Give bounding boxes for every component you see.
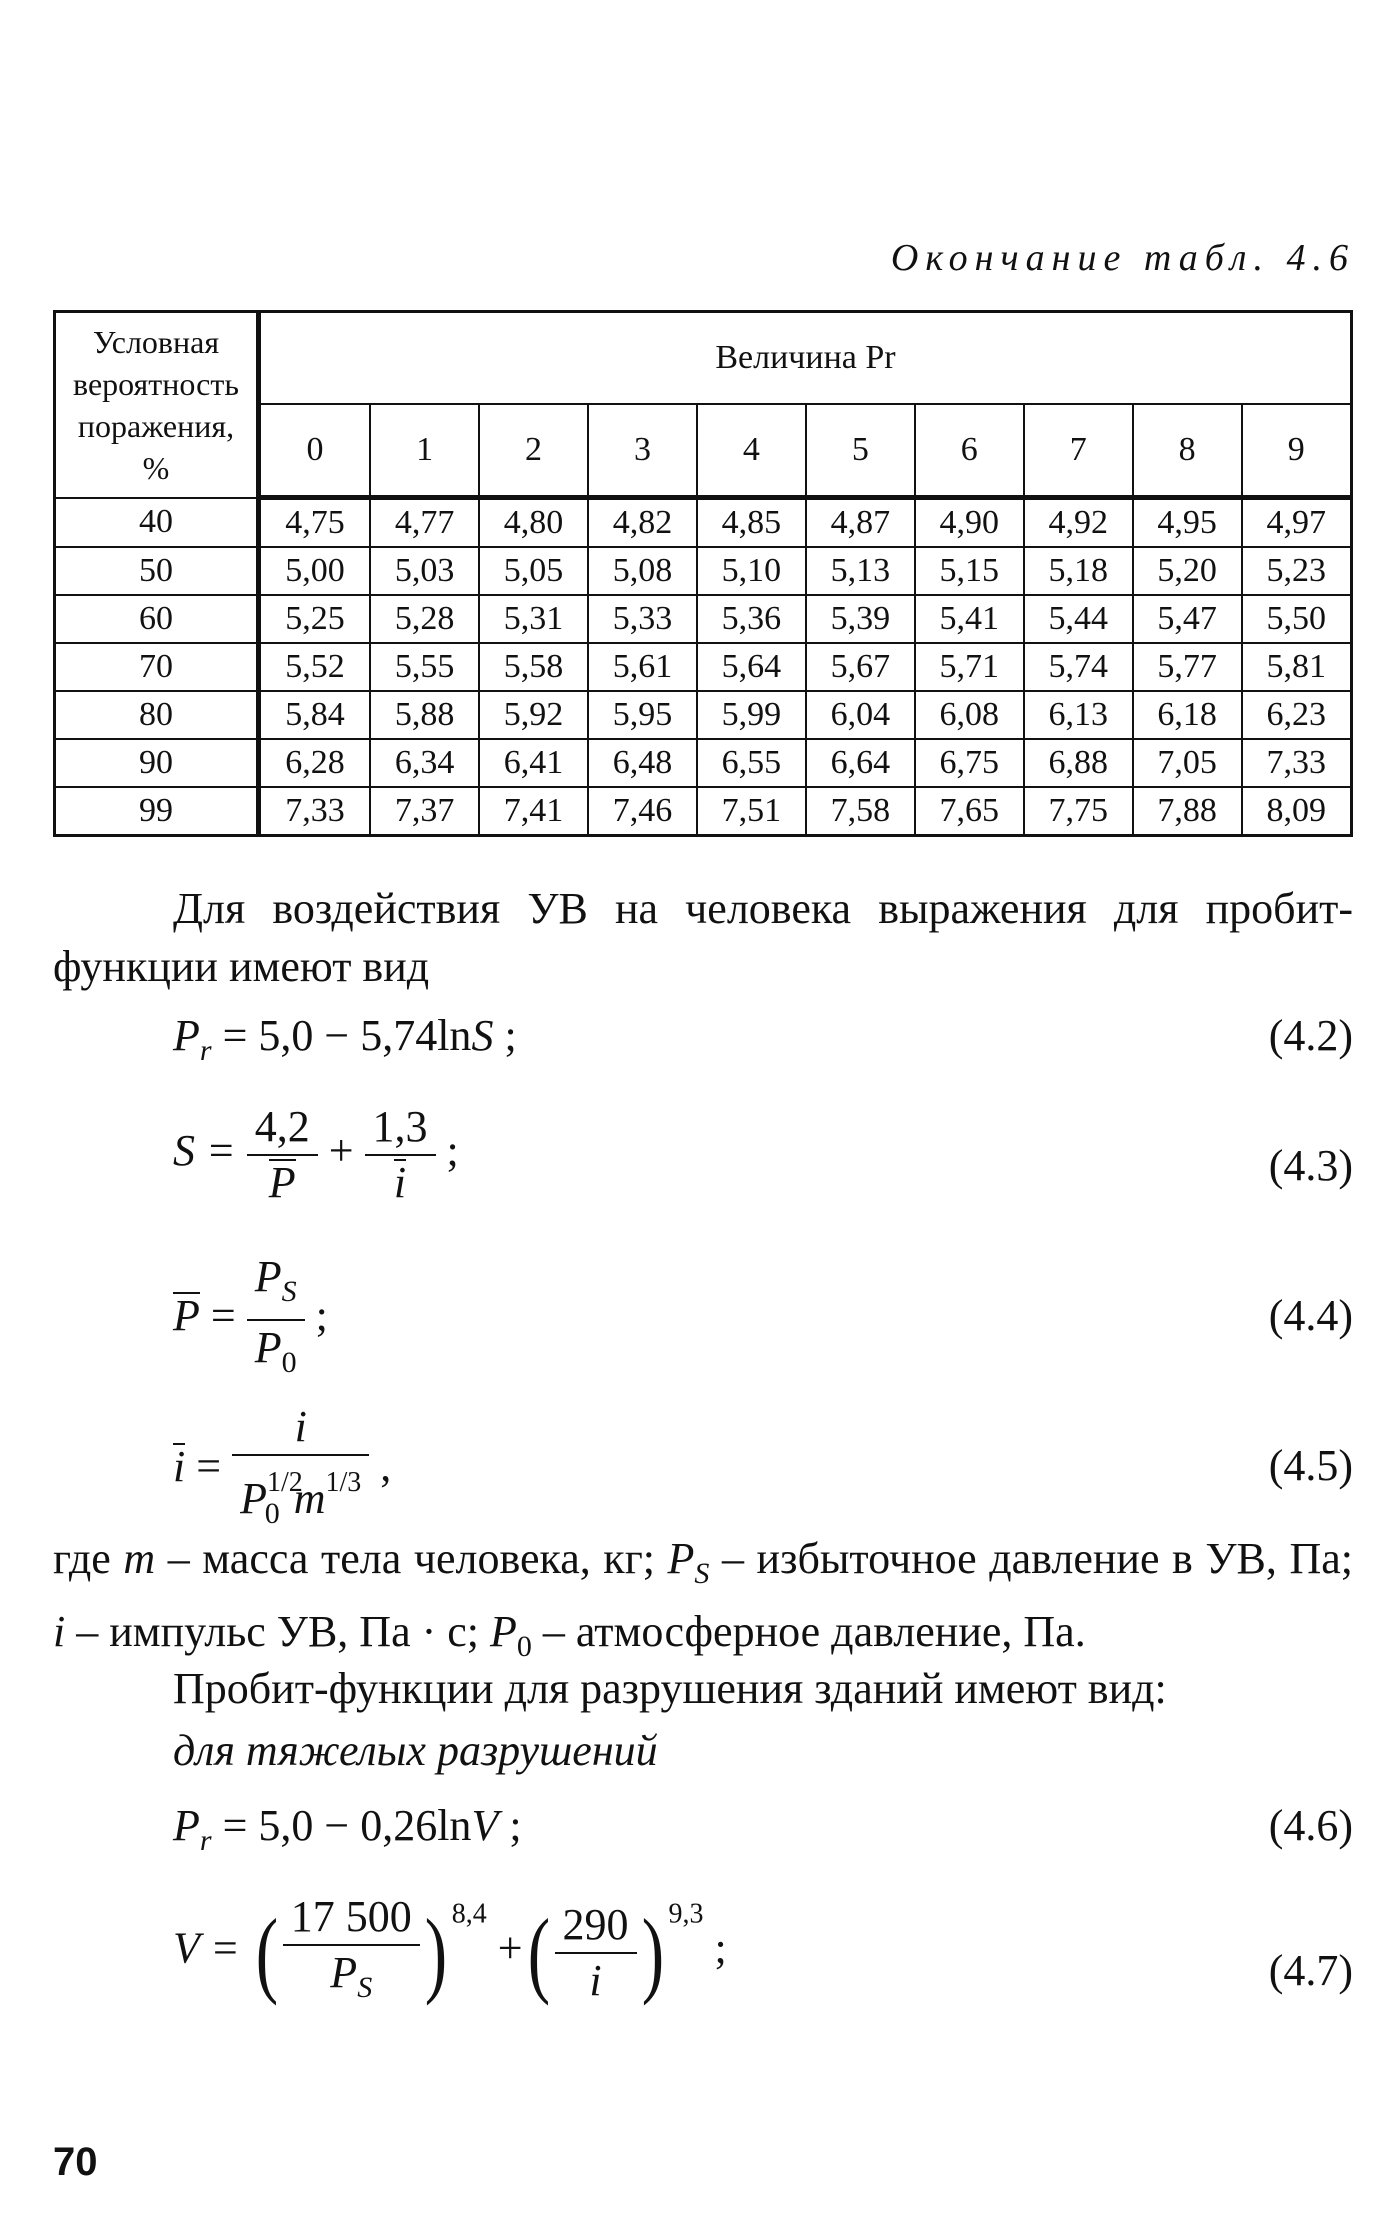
column-header: 6 — [915, 404, 1024, 498]
equation-number-4-4: (4.4) — [1268, 1291, 1353, 1340]
group-header: Величина Pr — [259, 312, 1352, 405]
probit-value-cell: 6,18 — [1133, 691, 1242, 739]
probit-value-cell: 5,71 — [915, 643, 1024, 691]
probit-value-cell: 4,87 — [806, 498, 915, 548]
probit-value-cell: 5,15 — [915, 547, 1024, 595]
equation-4-5: i = $\frac{i}{P^{1/2}_0 m^{1/3}}$ , — [173, 1402, 392, 1530]
probit-value-cell: 7,33 — [259, 787, 371, 836]
equation-number-4-6: (4.6) — [1268, 1801, 1353, 1850]
probit-value-cell: 7,58 — [806, 787, 915, 836]
probit-value-cell: 7,65 — [915, 787, 1024, 836]
probit-value-cell: 5,28 — [370, 595, 479, 643]
probit-value-cell: 4,82 — [588, 498, 697, 548]
table-row — [55, 498, 1352, 548]
probit-value-cell: 5,00 — [259, 547, 371, 595]
probit-value-cell: 7,88 — [1133, 787, 1242, 836]
probit-value-cell: 5,44 — [1024, 595, 1133, 643]
probit-value-cell: 7,46 — [588, 787, 697, 836]
probit-value-cell: 7,37 — [370, 787, 479, 836]
probability-cell: 90 — [55, 739, 259, 787]
column-header: 5 — [806, 404, 915, 498]
probit-value-cell: 5,95 — [588, 691, 697, 739]
column-header: 0 — [259, 404, 371, 498]
probit-value-cell: 5,13 — [806, 547, 915, 595]
probit-value-cell: 5,58 — [479, 643, 588, 691]
probit-value-cell: 5,36 — [697, 595, 806, 643]
probability-cell: 50 — [55, 547, 259, 595]
probit-value-cell: 6,55 — [697, 739, 806, 787]
paragraph-heavy-damage: для тяжелых разрушений — [173, 1726, 658, 1775]
probit-value-cell: 5,52 — [259, 643, 371, 691]
table-row — [55, 691, 1352, 739]
table-caption: Окончание табл. 4.6 — [890, 237, 1355, 279]
probit-value-cell: 4,95 — [1133, 498, 1242, 548]
probit-value-cell: 4,90 — [915, 498, 1024, 548]
equation-number-4-7: (4.7) — [1268, 1946, 1353, 1995]
table-row — [55, 595, 1352, 643]
probit-value-cell: 5,18 — [1024, 547, 1133, 595]
probit-value-cell: 5,03 — [370, 547, 479, 595]
probit-value-cell: 4,75 — [259, 498, 371, 548]
probit-table — [53, 310, 1353, 837]
probit-value-cell: 4,77 — [370, 498, 479, 548]
table-body — [55, 498, 1352, 836]
paragraph-buildings: Пробит-функции для разрушения зданий имеют вид: — [173, 1664, 1167, 1713]
probit-value-cell: 4,92 — [1024, 498, 1133, 548]
probit-value-cell: 6,88 — [1024, 739, 1133, 787]
equation-4-4: P = $\frac{P_S}{P_0}$ ; — [173, 1252, 328, 1379]
column-header: 7 — [1024, 404, 1133, 498]
probit-value-cell: 5,31 — [479, 595, 588, 643]
probit-value-cell: 5,81 — [1242, 643, 1352, 691]
probit-value-cell: 6,28 — [259, 739, 371, 787]
corner-header: Условная вероятность поражения, % — [55, 312, 259, 498]
probit-value-cell: 6,08 — [915, 691, 1024, 739]
probit-value-cell: 5,77 — [1133, 643, 1242, 691]
probability-cell: 60 — [55, 595, 259, 643]
table-row — [55, 739, 1352, 787]
probit-value-cell: 8,09 — [1242, 787, 1352, 836]
probit-value-cell: 6,48 — [588, 739, 697, 787]
paragraph-definitions: где m – масса тела человека, кг; $P_S$ – избыточное давление в УВ, Па; i – импульс УВ, Па · с; $P_0$ – атмосферное давление, Па. — [53, 1534, 1353, 1663]
probit-value-cell: 6,34 — [370, 739, 479, 787]
probability-cell: 40 — [55, 498, 259, 548]
page-number: 70 — [53, 2140, 98, 2184]
table-row — [55, 643, 1352, 691]
probit-value-cell: 5,41 — [915, 595, 1024, 643]
probit-value-cell: 7,33 — [1242, 739, 1352, 787]
probit-value-cell: 6,64 — [806, 739, 915, 787]
probit-value-cell: 5,92 — [479, 691, 588, 739]
column-header: 9 — [1242, 404, 1352, 498]
probit-value-cell: 5,55 — [370, 643, 479, 691]
probit-value-cell: 5,84 — [259, 691, 371, 739]
probit-value-cell: 5,61 — [588, 643, 697, 691]
probability-cell: 99 — [55, 787, 259, 836]
probit-value-cell: 4,80 — [479, 498, 588, 548]
probit-value-cell: 5,67 — [806, 643, 915, 691]
equation-number-4-3: (4.3) — [1268, 1141, 1353, 1190]
probit-value-cell: 5,50 — [1242, 595, 1352, 643]
equation-number-4-2: (4.2) — [1268, 1011, 1353, 1060]
probit-value-cell: 5,47 — [1133, 595, 1242, 643]
probit-value-cell: 5,08 — [588, 547, 697, 595]
probit-value-cell: 7,05 — [1133, 739, 1242, 787]
column-header: 2 — [479, 404, 588, 498]
probit-value-cell: 5,39 — [806, 595, 915, 643]
paragraph-intro: Для воздействия УВ на человека выражения для пробит-функции имеют вид — [53, 884, 1353, 991]
column-header: 1 — [370, 404, 479, 498]
probit-value-cell: 5,64 — [697, 643, 806, 691]
probit-value-cell: 5,99 — [697, 691, 806, 739]
probit-value-cell: 5,25 — [259, 595, 371, 643]
equation-4-7: V = ( $\frac{17 500}{P_S}$ ) $^{8,4}$ +( $\frac{290}{i}$ ) $^{9,3}$ ; — [173, 1892, 727, 2006]
probit-value-cell: 5,33 — [588, 595, 697, 643]
probit-value-cell: 7,51 — [697, 787, 806, 836]
equation-4-6: $P_r = 5,0 - 0,26\ln V$ ; — [173, 1801, 522, 1857]
probit-value-cell: 5,23 — [1242, 547, 1352, 595]
equation-number-4-5: (4.5) — [1268, 1441, 1353, 1490]
table-row — [55, 547, 1352, 595]
probit-value-cell: 6,23 — [1242, 691, 1352, 739]
probit-value-cell: 6,04 — [806, 691, 915, 739]
probit-value-cell: 5,88 — [370, 691, 479, 739]
column-header: 4 — [697, 404, 806, 498]
probability-cell: 80 — [55, 691, 259, 739]
probit-value-cell: 5,20 — [1133, 547, 1242, 595]
probit-value-cell: 4,85 — [697, 498, 806, 548]
probit-value-cell: 6,75 — [915, 739, 1024, 787]
equation-4-2: $P_r = 5,0 - 5,74\ln S$ ; — [173, 1011, 517, 1067]
column-header: 8 — [1133, 404, 1242, 498]
column-header: 3 — [588, 404, 697, 498]
table-row — [55, 787, 1352, 836]
probit-value-cell: 6,13 — [1024, 691, 1133, 739]
probit-value-cell: 7,75 — [1024, 787, 1133, 836]
probit-value-cell: 5,05 — [479, 547, 588, 595]
probit-value-cell: 5,74 — [1024, 643, 1133, 691]
probit-value-cell: 5,10 — [697, 547, 806, 595]
probit-value-cell: 6,41 — [479, 739, 588, 787]
probit-value-cell: 4,97 — [1242, 498, 1352, 548]
equation-4-3: S = $\frac{4,2}{P}$ + $\frac{1,3}{i}$ ; — [173, 1102, 459, 1207]
probit-value-cell: 7,41 — [479, 787, 588, 836]
probability-cell: 70 — [55, 643, 259, 691]
